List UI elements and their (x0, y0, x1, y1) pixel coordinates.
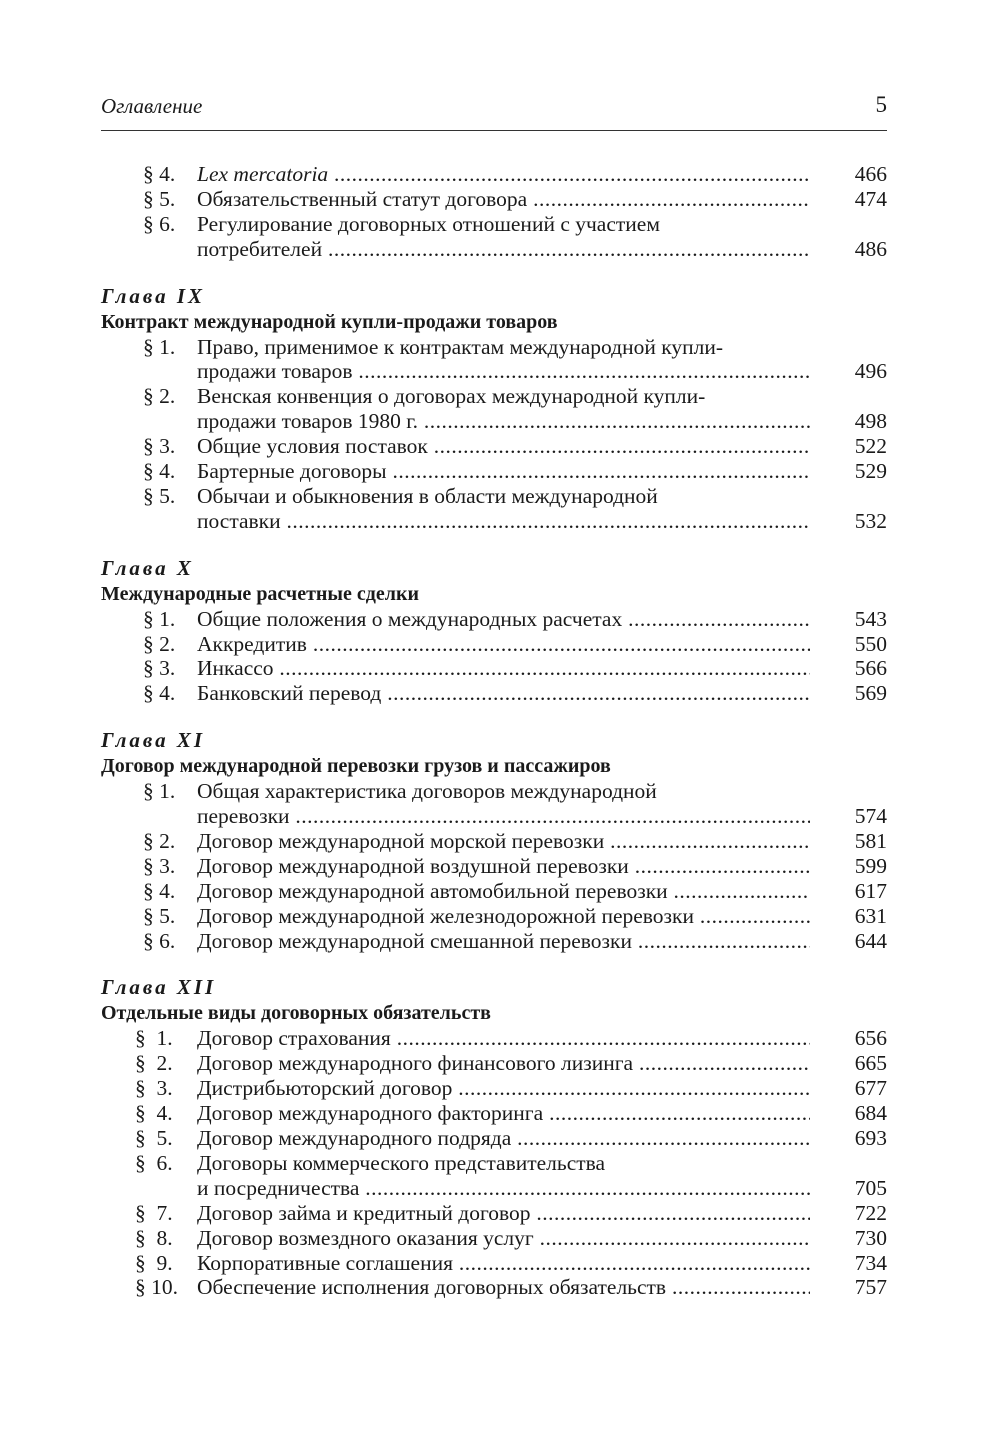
section-number: § 5. (143, 186, 176, 211)
toc-entry (101, 656, 887, 681)
section-number: § 3. (143, 656, 176, 681)
section-page: 566 (854, 656, 887, 681)
section-number: § 10. (135, 1275, 178, 1300)
toc-entry (101, 854, 887, 879)
section-number: § 1. (143, 779, 176, 804)
section-page: 757 (854, 1275, 887, 1300)
toc-entry (101, 632, 887, 657)
section-page: 631 (854, 903, 887, 928)
running-header (101, 92, 887, 131)
chapter-title: Отдельные виды договорных обязательств (101, 1002, 491, 1025)
chapter-title: Международные расчетные сделки (101, 582, 420, 605)
section-page: 684 (854, 1101, 887, 1126)
section-page: 677 (854, 1076, 887, 1101)
section-number: § 8. (135, 1225, 173, 1250)
section-number: § 1. (143, 334, 176, 359)
section-number: § 2. (143, 384, 176, 409)
section-title: Обеспечение исполнения договорных обязательств ..... (197, 1275, 810, 1300)
section-title: Договор страхования ..... (197, 1026, 810, 1051)
section-page: 574 (854, 804, 887, 829)
section-title: Общие положения о международных расчетах ..... (197, 607, 810, 632)
section-title-cont: поставки ..... (197, 509, 810, 534)
section-title-cont: продажи товаров 1980 г. ..... (197, 409, 810, 434)
section-number: § 2. (143, 631, 176, 656)
section-number: § 4. (143, 681, 176, 706)
section-number: § 5. (143, 483, 176, 508)
section-page: 522 (854, 434, 887, 459)
section-number: § 4. (143, 162, 176, 186)
section-title: Венская конвенция о договорах международной купли- (197, 384, 706, 409)
section-number: § 4. (143, 459, 176, 484)
section-number: § 3. (135, 1076, 173, 1101)
section-title: Право, применимое к контрактам международной купли- (197, 334, 723, 359)
toc-entry (101, 434, 887, 459)
toc-entry (101, 607, 887, 632)
section-page: 532 (854, 508, 887, 533)
section-number: § 3. (143, 434, 176, 459)
section-title: Инкассо ..... (197, 656, 810, 681)
section-number: § 6. (135, 1150, 173, 1175)
toc-entry (101, 1201, 887, 1226)
section-page: 722 (854, 1200, 887, 1225)
section-page: 550 (854, 631, 887, 656)
toc-entry (101, 1226, 887, 1251)
section-page: 644 (854, 928, 887, 953)
toc-entry (101, 1251, 887, 1276)
chapter (101, 728, 887, 953)
section-number: § 1. (143, 606, 176, 631)
section-page: 599 (854, 853, 887, 878)
section-page: 529 (854, 459, 887, 484)
section-number: § 2. (143, 829, 176, 854)
section-number: § 4. (143, 878, 176, 903)
section-title: Банковский перевод ..... (197, 681, 810, 706)
chapters (101, 284, 887, 1301)
toc-entry-continuation (101, 359, 887, 384)
section-title: Обязательственный статут договора ..... (197, 187, 810, 212)
toc-entry (101, 1076, 887, 1101)
chapter-title: Контракт международной купли-продажи товаров (101, 310, 558, 333)
section-title: Бартерные договоры ..... (197, 459, 810, 484)
section-title: Договор международного подряда ..... (197, 1126, 810, 1151)
section-title (197, 162, 810, 187)
toc-content (101, 162, 887, 1300)
section-title: Договор международной железнодорожной перевозки ..... (197, 904, 810, 929)
section-title: Договор международной морской перевозки ..... (197, 829, 810, 854)
section-page: 581 (854, 829, 887, 854)
section-title: Договор возмездного оказания услуг ..... (197, 1226, 810, 1251)
section-number: § 5. (135, 1126, 173, 1151)
toc-entry (101, 829, 887, 854)
section-title: Корпоративные соглашения ..... (197, 1251, 810, 1276)
section-title: Дистрибьюторский договор ..... (197, 1076, 810, 1101)
section-number: § 2. (135, 1051, 173, 1076)
section-page: 569 (854, 681, 887, 706)
chapter (101, 975, 887, 1300)
section-page: 665 (854, 1051, 887, 1076)
section-page: 474 (854, 186, 887, 211)
chapter-label: Глава XI (101, 728, 206, 753)
toc-entry (101, 459, 887, 484)
section-page: 730 (854, 1225, 887, 1250)
section-title-cont: перевозки ..... (197, 804, 810, 829)
section-title: Регулирование договорных отношений с участием (197, 211, 660, 236)
section-title: Договор международной воздушной перевозки ..... (197, 854, 810, 879)
toc-entry (101, 1275, 887, 1300)
toc-entry-continuation (101, 1176, 887, 1201)
section-title: Аккредитив ..... (197, 632, 810, 657)
toc-entry (101, 162, 887, 187)
section-title: Договор международной смешанной перевозки ..... (197, 929, 810, 954)
section-page: 705 (854, 1175, 887, 1200)
toc-entry (101, 779, 887, 804)
section-title: Общие условия поставок ..... (197, 434, 810, 459)
toc-entry (101, 1051, 887, 1076)
toc-entry (101, 929, 887, 954)
section-number: § 9. (135, 1250, 173, 1275)
toc-entry (101, 1126, 887, 1151)
section-page: 486 (854, 236, 887, 261)
section-page: 617 (854, 878, 887, 903)
toc-entry-continuation (101, 509, 887, 534)
chapter-label: Глава XII (101, 975, 217, 1000)
toc-entry (101, 187, 887, 212)
toc-entry-continuation (101, 237, 887, 262)
chapter (101, 284, 887, 534)
toc-entry (101, 335, 887, 360)
toc-entry (101, 384, 887, 409)
running-title: Оглавление (101, 94, 203, 118)
section-number: § 5. (143, 903, 176, 928)
chapter-title: Договор международной перевозки грузов и пассажиров (101, 755, 611, 778)
section-number: § 7. (135, 1200, 173, 1225)
section-number: § 1. (135, 1026, 173, 1051)
section-title-cont: продажи товаров ..... (197, 359, 810, 384)
section-title: Обычаи и обыкновения в области международной (197, 483, 658, 508)
toc-entry-continuation (101, 409, 887, 434)
section-page: 543 (854, 606, 887, 631)
chapter (101, 556, 887, 707)
chapter-label: Глава IX (101, 283, 206, 308)
section-title-italic: Lex mercatoria (197, 162, 329, 186)
section-title-cont: потребителей ..... (197, 237, 810, 262)
toc-entry (101, 1151, 887, 1176)
toc-entry-continuation (101, 804, 887, 829)
section-number: § 3. (143, 853, 176, 878)
section-title: Договор займа и кредитный договор ..... (197, 1201, 810, 1226)
toc-entry (101, 1026, 887, 1051)
toc-entry (101, 681, 887, 706)
section-title: Общая характеристика договоров международной (197, 779, 657, 804)
section-title: Договор международного факторинга ..... (197, 1101, 810, 1126)
toc-entry (101, 212, 887, 237)
section-page: 466 (854, 162, 887, 186)
section-number: § 6. (143, 928, 176, 953)
section-page: 734 (854, 1250, 887, 1275)
section-number: § 4. (135, 1101, 173, 1126)
chapter-label: Глава X (101, 555, 194, 580)
section-page: 498 (854, 409, 887, 434)
section-page: 496 (854, 359, 887, 384)
section-title: Договоры коммерческого представительства (197, 1150, 606, 1175)
toc-entry (101, 904, 887, 929)
section-title-cont: и посредничества ..... (197, 1176, 810, 1201)
section-page: 693 (854, 1126, 887, 1151)
toc-entry (101, 1101, 887, 1126)
section-title: Договор международного финансового лизинга ..... (197, 1051, 810, 1076)
section-page: 656 (854, 1026, 887, 1051)
section-title: Договор международной автомобильной перевозки ..... (197, 879, 810, 904)
section-number: § 6. (143, 211, 176, 236)
toc-entry (101, 879, 887, 904)
page-number: 5 (875, 92, 887, 117)
toc-entry (101, 484, 887, 509)
